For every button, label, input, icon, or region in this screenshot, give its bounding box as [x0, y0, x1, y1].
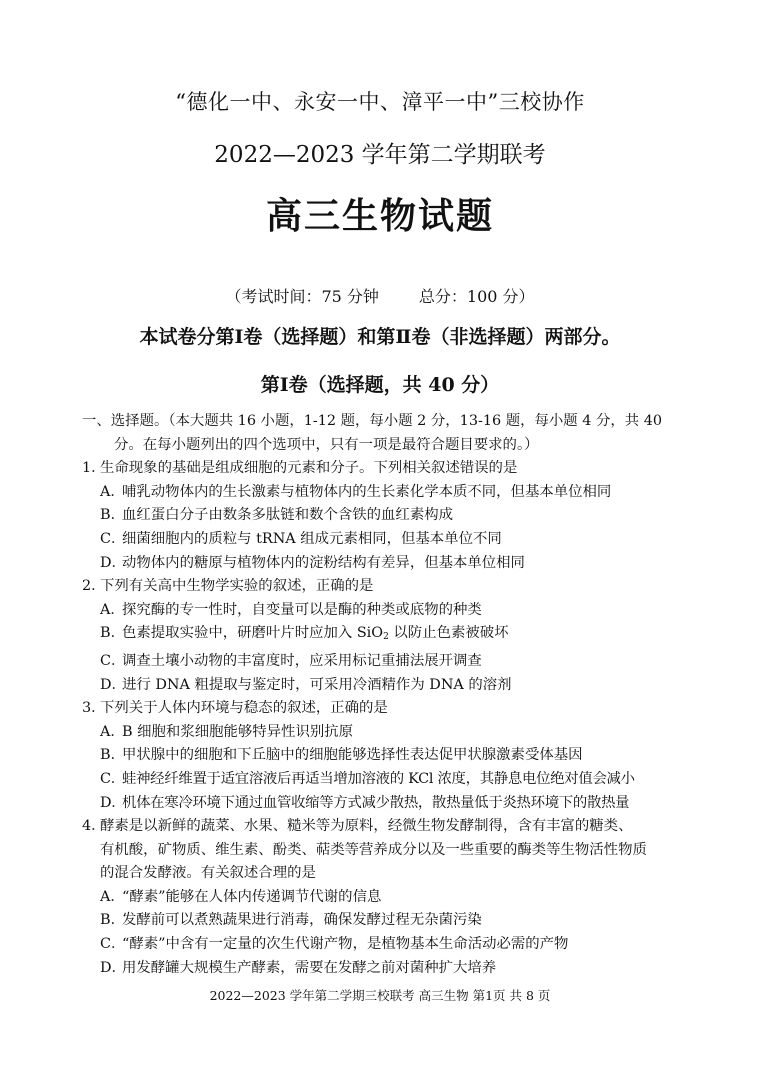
parts-note: 本试卷分第Ⅰ卷（选择题）和第Ⅱ卷（非选择题）两部分。 [139, 326, 621, 348]
option-a: A．“酵素”能够在人体内传递调节代谢的信息 [100, 888, 382, 905]
section-choice [82, 410, 692, 980]
page-title: 高三生物试题 [265, 195, 494, 237]
option-b: B．甲状腺中的细胞和下丘脑中的细胞能够选择性表达促甲状腺激素受体基因 [100, 747, 583, 764]
exam-year-line: 2022—2023 学年第二学期联考 [214, 142, 546, 168]
option-d: D．进行 DNA 粗提取与鉴定时，可采用冷酒精作为 DNA 的溶剂 [100, 676, 512, 693]
question-stem: 3．下列关于人体内环境与稳态的叙述，正确的是 [82, 700, 388, 717]
option-a: A．探究酶的专一性时，自变量可以是酶的种类或底物的种类 [100, 601, 482, 618]
option-b: B．发酵前可以煮熟蔬果进行消毒，确保发酵过程无杂菌污染 [100, 912, 482, 929]
option-c: C．细菌细胞内的质粒与 tRNA 组成元素相同，但基本单位不同 [100, 530, 502, 547]
page-footer: 2022—2023 学年第二学期三校联考 高三生物 第1页 共 8 页 [209, 988, 551, 1003]
option-c: C．蛙神经纤维置于适宜溶液后再适当增加溶液的 KCl 浓度，其静息电位绝对值会减小 [100, 770, 635, 787]
section-heading: 一、选择题。（本大题共 16 小题，1-12 题，每小题 2 分，13-16 题，每小题 4 分，共 40 分。在每小题列出的四个选项中，只有一项是最符合题目要求的。） [82, 413, 663, 453]
question-stem: 4．酵素是以新鲜的蔬菜、水果、糙米等为原料，经微生物发酵制得，含有丰富的糖类、 [82, 818, 633, 835]
option-b: B．血红蛋白分子由数条多肽链和数个含铁的血红素构成 [100, 507, 453, 524]
option-c: C．调查土壤小动物的丰富度时，应采用标记重捕法展开调查 [100, 652, 482, 669]
question-1 [82, 457, 692, 575]
exam-time: （考试时间：75 分钟 [225, 287, 379, 306]
total-score: 总分：100 分） [418, 287, 535, 306]
option-a: A．B 细胞和浆细胞能够特异性识别抗原 [100, 723, 354, 740]
question-stem: 2．下列有关高中生物学实验的叙述，正确的是 [82, 578, 374, 595]
option-b: B．色素提取实验中，研磨叶片时应加入 SiO$_2$ 以防止色素被破坏 [100, 625, 509, 643]
option-d: D．用发酵罐大规模生产酵素，需要在发酵之前对菌种扩大培养 [100, 959, 497, 976]
school-collaboration-line: “德化一中、永安一中、漳平一中”三校协作 [175, 90, 585, 114]
part1-title: 第Ⅰ卷（选择题，共 40 分） [260, 374, 500, 396]
question-2 [82, 575, 692, 697]
option-c: C．“酵素”中含有一定量的次生代谢产物，是植物基本生命活动必需的产物 [100, 936, 569, 953]
question-stem-continued: 有机酸，矿物质、维生素、酚类、萜类等营养成分以及一些重要的酶类等生物活性物质 [100, 841, 647, 858]
question-3 [82, 697, 692, 815]
question-stem: 1．生命现象的基础是组成细胞的元素和分子。下列相关叙述错误的是 [82, 460, 518, 477]
question-stem-continued: 的混合发酵液。有关叙述合理的是 [100, 865, 316, 882]
option-d: D．动物体内的糖原与植物体内的淀粉结构有差异，但基本单位相同 [100, 554, 525, 571]
option-a: A．哺乳动物体内的生长激素与植物体内的生长素化学本质不同，但基本单位相同 [100, 483, 612, 500]
option-d: D．机体在寒冷环境下通过血管收缩等方式减少散热，散热量低于炎热环境下的散热量 [100, 794, 630, 811]
exam-time-score [0, 284, 760, 307]
question-4 [82, 815, 692, 980]
